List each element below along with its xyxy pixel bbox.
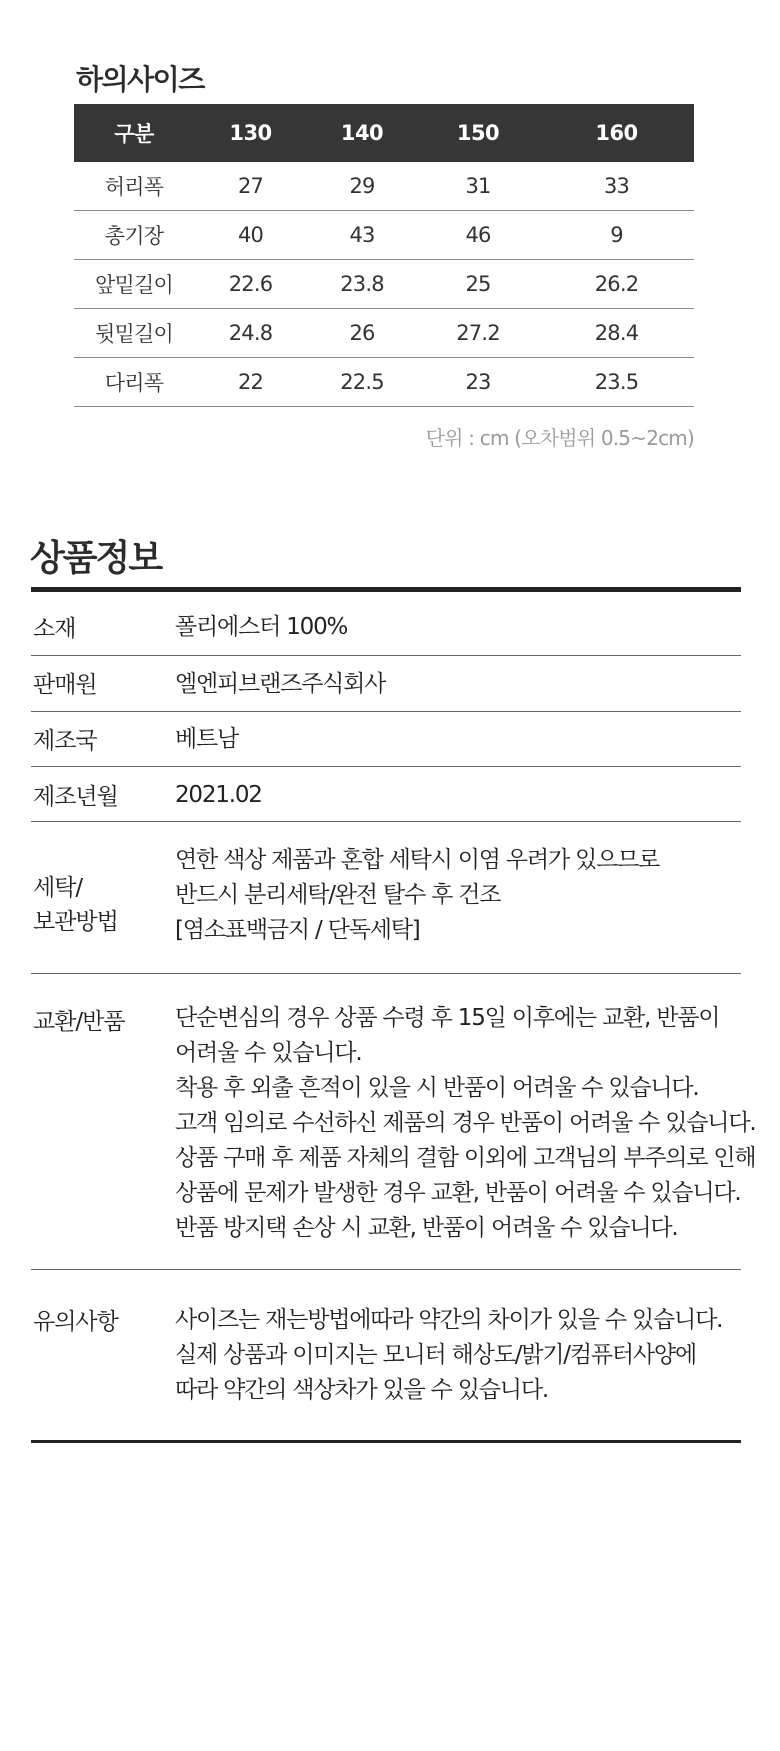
- info-value-notes: [175, 1303, 722, 1408]
- table-cell: 29: [307, 162, 417, 211]
- info-label-text: 제조국: [33, 728, 97, 754]
- table-cell: 9: [539, 211, 694, 260]
- info-value-line: 고객 임의로 수선하신 제품의 경우 반품이 어려울 수 있습니다.: [175, 1110, 756, 1136]
- info-value-line: 엘엔피브랜즈주식회사: [175, 671, 386, 697]
- info-value-line: 베트남: [175, 726, 239, 752]
- info-label-text: 세탁/: [33, 875, 83, 901]
- row-label: 앞밑길이: [74, 260, 194, 309]
- info-value-line: 2021.02: [175, 782, 262, 808]
- info-value-line: 사이즈는 재는방법에따라 약간의 차이가 있을 수 있습니다.: [175, 1307, 723, 1333]
- info-value-exchange-return: [175, 1001, 755, 1246]
- column-header: 160: [539, 104, 694, 162]
- row-divider: [31, 973, 741, 974]
- row-label: 다리폭: [74, 358, 194, 407]
- table-cell: 31: [417, 162, 539, 211]
- info-value-line: 연한 색상 제품과 혼합 세탁시 이염 우려가 있으므로: [175, 847, 660, 873]
- info-value-material: [175, 610, 347, 645]
- row-label: 총기장: [74, 211, 194, 260]
- table-cell: 33: [539, 162, 694, 211]
- info-value-line: 상품 구매 후 제품 자체의 결함 이외에 고객님의 부주의로 인해: [175, 1145, 756, 1171]
- info-value-line: 실제 상품과 이미지는 모니터 해상도/밝기/컴퓨터사양에: [175, 1342, 696, 1368]
- row-divider: [31, 766, 741, 767]
- table-row: [74, 211, 694, 260]
- table-cell: 22: [194, 358, 307, 407]
- info-label-text: 소재: [33, 616, 76, 642]
- table-cell: 25: [417, 260, 539, 309]
- info-label-notes: [33, 1305, 118, 1339]
- row-label: 허리폭: [74, 162, 194, 211]
- column-header: 구분: [74, 104, 194, 162]
- row-divider: [31, 821, 741, 822]
- info-value-care: [175, 843, 659, 948]
- info-label-text: 제조년월: [33, 784, 118, 810]
- size-chart-title: 하의사이즈: [76, 63, 204, 96]
- info-value-manufacture-date: [175, 778, 262, 813]
- product-info-bottom-rule: [31, 1440, 741, 1443]
- row-divider: [31, 655, 741, 656]
- table-row: [74, 358, 694, 407]
- table-cell: 23.8: [307, 260, 417, 309]
- info-value-line: [염소표백금지 / 단독세탁]: [175, 917, 420, 943]
- info-value-line: 단순변심의 경우 상품 수령 후 15일 이후에는 교환, 반품이: [175, 1005, 720, 1031]
- info-label-text: 보관방법: [33, 909, 118, 935]
- info-label-seller: [33, 668, 97, 702]
- info-value-country: [175, 722, 238, 757]
- product-info-title: 상품정보: [30, 538, 162, 579]
- table-cell: 43: [307, 211, 417, 260]
- table-cell: 28.4: [539, 309, 694, 358]
- info-value-seller: [175, 667, 385, 702]
- table-cell: 27.2: [417, 309, 539, 358]
- info-value-line: 반품 방지택 손상 시 교환, 반품이 어려울 수 있습니다.: [175, 1215, 678, 1241]
- info-value-line: 착용 후 외출 흔적이 있을 시 반품이 어려울 수 있습니다.: [175, 1075, 699, 1101]
- info-label-care: [33, 871, 118, 939]
- table-cell: 46: [417, 211, 539, 260]
- info-label-exchange-return: [33, 1005, 125, 1039]
- table-row: [74, 260, 694, 309]
- table-cell: 23: [417, 358, 539, 407]
- table-cell: 24.8: [194, 309, 307, 358]
- info-label-manufacture-date: [33, 780, 118, 814]
- size-chart-header-row: [74, 104, 694, 162]
- info-value-line: 상품에 문제가 발생한 경우 교환, 반품이 어려울 수 있습니다.: [175, 1180, 741, 1206]
- unit-note: 단위 : cm (오차범위 0.5~2cm): [425, 426, 694, 450]
- row-divider: [31, 1269, 741, 1270]
- column-header: 150: [417, 104, 539, 162]
- info-value-line: 따라 약간의 색상차가 있을 수 있습니다.: [175, 1377, 548, 1403]
- table-cell: 22.5: [307, 358, 417, 407]
- info-label-country: [33, 724, 97, 758]
- info-value-line: 어려울 수 있습니다.: [175, 1040, 362, 1066]
- row-label: 뒷밑길이: [74, 309, 194, 358]
- table-row: [74, 309, 694, 358]
- table-cell: 26: [307, 309, 417, 358]
- info-label-text: 교환/반품: [33, 1009, 125, 1035]
- row-divider: [31, 711, 741, 712]
- table-cell: 23.5: [539, 358, 694, 407]
- info-label-material: [33, 612, 75, 646]
- info-label-text: 판매원: [33, 672, 97, 698]
- table-cell: 22.6: [194, 260, 307, 309]
- table-cell: 27: [194, 162, 307, 211]
- table-cell: 40: [194, 211, 307, 260]
- column-header: 130: [194, 104, 307, 162]
- table-cell: 26.2: [539, 260, 694, 309]
- info-value-line: 반드시 분리세탁/완전 탈수 후 건조: [175, 882, 501, 908]
- info-label-text: 유의사항: [33, 1309, 118, 1335]
- info-value-line: 폴리에스터 100%: [175, 614, 348, 640]
- product-info-top-rule: [31, 587, 741, 592]
- table-row: [74, 162, 694, 211]
- size-chart-table: [74, 104, 694, 407]
- column-header: 140: [307, 104, 417, 162]
